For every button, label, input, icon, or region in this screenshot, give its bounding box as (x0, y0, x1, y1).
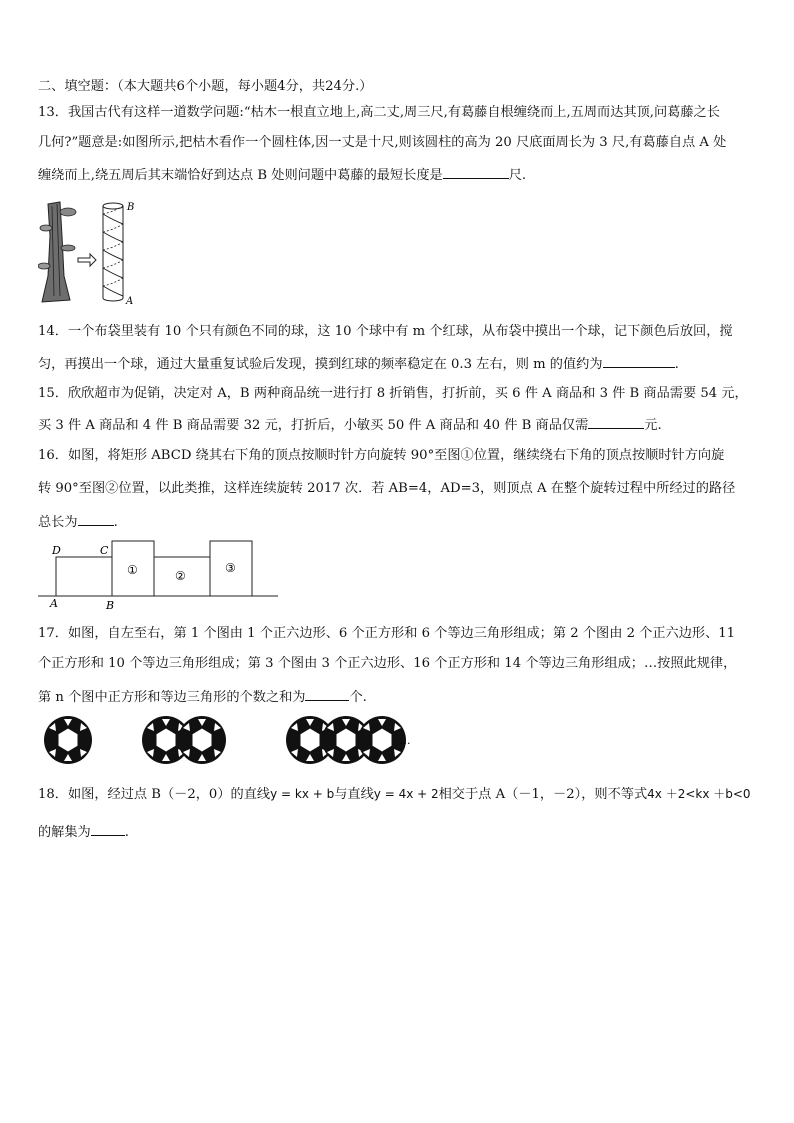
q13-answer-blank[interactable] (443, 164, 509, 179)
q17-line3 (38, 686, 367, 707)
q18-answer-blank[interactable] (91, 821, 125, 836)
fig13-label-a: A (126, 296, 134, 307)
fig16-label-c: C (100, 544, 109, 557)
q14-answer-blank[interactable] (603, 353, 675, 368)
rotation-drawing (38, 538, 284, 612)
q17-line3-tail: 个. (349, 690, 367, 705)
hexagon-pattern-figure (38, 712, 418, 768)
q18-line1-text-b: 与直线 (334, 787, 374, 802)
fig16-label-d: D (52, 544, 61, 557)
q15-line2-tail: 元. (644, 418, 662, 433)
fig16-label-b: B (106, 599, 115, 612)
q13-line3 (38, 164, 526, 185)
q17-answer-blank[interactable] (305, 686, 349, 701)
q17-line1: 17．如图，自左至右，第 1 个图由 1 个正六边形、6 个正方形和 6 个等边三角形组成；第 2 个图由 2 个正六边形、11 (38, 626, 736, 641)
fig16-label-a: A (50, 597, 58, 610)
q13-line3-tail: 尺. (508, 168, 527, 183)
q15-line2 (38, 414, 662, 435)
q15-answer-blank[interactable] (588, 414, 644, 429)
hexagon-pattern-drawing (38, 712, 418, 768)
q18-eq3: 4x ＋2<kx ＋b<0 (647, 787, 751, 801)
rotation-figure (38, 538, 284, 612)
q16-line3-tail: . (113, 515, 118, 530)
q18-eq1: y = kx + b (270, 787, 335, 801)
q14-line2 (38, 353, 679, 374)
q18-line2 (38, 821, 129, 842)
q16-line2: 转 90°至图②位置，以此类推，这样连续旋转 2017 次．若 AB=4，AD=3，则顶点 A 在整个旋转过程中所经过的路径 (38, 481, 736, 496)
q16-line3-text: 总长为 (38, 515, 78, 530)
fig16-num-1: ① (127, 563, 138, 577)
q17-line2: 个正方形和 10 个等边三角形组成；第 3 个图由 3 个正六边形、16 个正方形和 14 个等边三角形组成；…按照此规律， (38, 656, 737, 671)
q16-line1: 16．如图，将矩形 ABCD 绕其右下角的顶点按顺时针方向旋转 90°至图①位置，继续绕右下角的顶点按顺时针方向旋 (38, 448, 725, 463)
q18-line1 (38, 785, 751, 804)
q14-line2-tail: . (674, 357, 679, 372)
q18-line1-text-a: 18．如图，经过点 B（－2，0）的直线 (38, 787, 271, 802)
q17-line3-text: 第 n 个图中正方形和等边三角形的个数之和为 (38, 690, 306, 705)
q16-line3 (38, 511, 118, 532)
tree-cylinder-figure (38, 196, 148, 308)
tree-cylinder-drawing (38, 196, 148, 308)
q15-line1: 15．欣欣超市为促销，决定对 A，B 两种商品统一进行打 8 折销售，打折前，买 6 件 A 商品和 3 件 B 商品需要 54 元， (38, 386, 748, 401)
q16-answer-blank[interactable] (78, 511, 114, 526)
fig16-num-3: ③ (225, 561, 236, 575)
q18-eq2: y = 4x + 2 (373, 787, 439, 801)
q14-line1: 14．一个布袋里装有 10 个只有颜色不同的球，这 10 个球中有 m 个红球，从布袋中摸出一个球，记下颜色后放回，搅 (38, 324, 733, 339)
section-header: 二、填空题：（本大题共6个小题，每小题4分，共24分.） (38, 79, 373, 94)
q13-line3-text: 缠绕而上,绕五周后其末端恰好到达点 B 处则问题中葛藤的最短长度是 (38, 168, 443, 183)
q15-line2-text: 买 3 件 A 商品和 4 件 B 商品需要 32 元，打折后，小敏买 50 件 A 商品和 40 件 B 商品仅需 (38, 418, 589, 433)
q18-line1-text-c: 相交于点 A（－1，－2），则不等式 (438, 787, 648, 802)
q14-line2-text: 匀，再摸出一个球，通过大量重复试验后发现，摸到红球的频率稳定在 0.3 左右，则 m 的值约为 (38, 357, 603, 372)
fig16-num-2: ② (175, 569, 186, 583)
q18-line2-tail: . (124, 825, 129, 840)
q13-line1: 13．我国古代有这样一道数学问题:“枯木一根直立地上,高二丈,周三尺,有葛藤自根缠绕而上,五周而达其顶,问葛藤之长 (38, 105, 720, 120)
fig13-label-b: B (127, 202, 135, 213)
fig17-ellipsis: ... (400, 734, 411, 747)
q13-line2: 几何?”题意是:如图所示,把枯木看作一个圆柱体,因一丈是十尺,则该圆柱的高为 20 尺底面周长为 3 尺,有葛藤自点 A 处 (38, 135, 727, 150)
q18-line2-text: 的解集为 (38, 825, 91, 840)
